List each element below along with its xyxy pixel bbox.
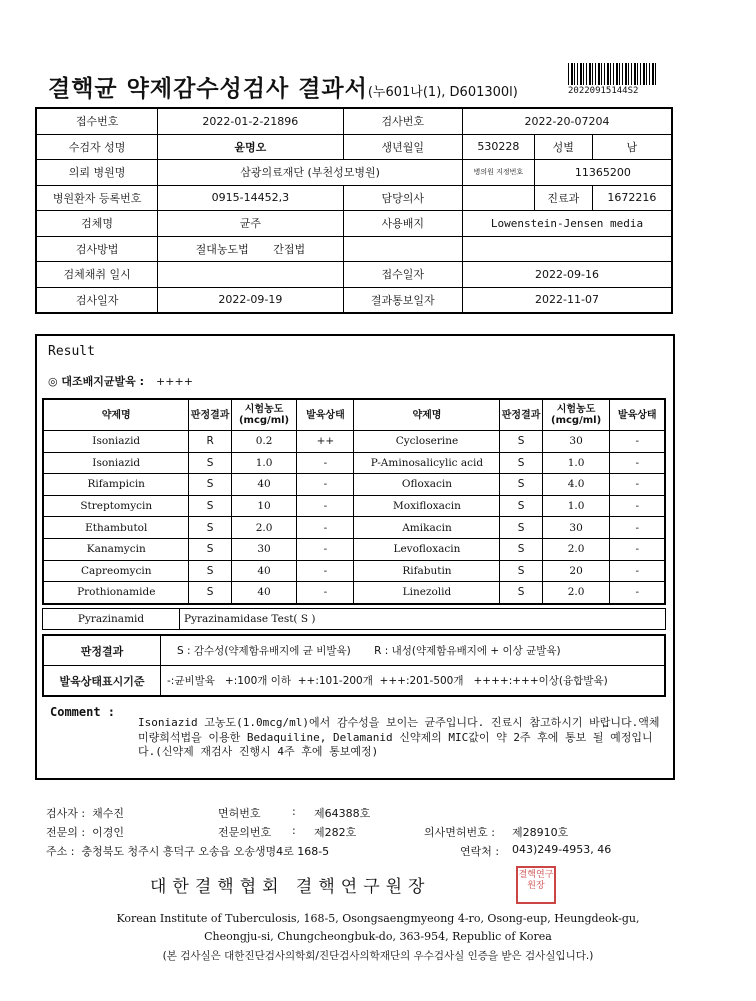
accreditation-note: (본 검사실은 대한진단검사의학회/진단검사의학재단의 우수검사실 인증을 받은 검사실입니다.) [162,950,594,962]
judge-legend-label: 판정결과 [43,635,161,666]
judge-result: S [189,517,231,539]
receipt-no: 2022-01-2-21896 [158,108,343,134]
growth-status: - [610,538,665,560]
growth-col-left: 발육상태 [297,399,354,431]
contact-label: 연락처 : [460,845,500,858]
sex-value: 남 [592,134,672,160]
drug-name: Linezolid [354,582,500,604]
judge-result: S [189,474,231,496]
document-code: (누601나(1), D601300l) [367,85,518,100]
test-conc: 40 [231,582,297,604]
test-conc: 10 [231,495,297,517]
growth-status: - [610,560,665,582]
english-address-1: Korean Institute of Tuberculosis, 168-5, Osongsaengmyeong 4-ro, Osong-eup, Heungdeok-gu, [116,912,640,925]
growth-status: - [297,517,354,539]
test-conc: 30 [542,517,610,539]
drug-name: Rifabutin [354,560,500,582]
address-label: 주소 : [46,845,75,858]
tester-line [46,805,371,821]
growth-status: - [297,474,354,496]
specialist-line [46,824,686,840]
license-no: 제64388호 [314,807,371,820]
test-conc: 30 [231,538,297,560]
method-blank [343,236,462,262]
judge-result: S [500,538,542,560]
drug-name: Capreomycin [43,560,189,582]
specialist-name: 이경인 [92,826,124,839]
growth-status: - [297,582,354,604]
conc-col-left: 시험농도(mcg/ml) [231,399,297,431]
doctor-license: 제28910호 [512,826,569,839]
english-address-2: Cheongju-si, Chungcheongbuk-do, 363-954, Republic of Korea [204,930,552,943]
license-sep: : [292,805,296,818]
test-date-label: 검사일자 [36,287,158,313]
dept-label: 진료과 [534,185,592,211]
growth-col-right: 발육상태 [610,399,665,431]
growth-legend: -:균비발육 +:100개 이하 ++:101-200개 +++:201-500개 ++++:+++이상(융합발육) [161,666,666,697]
doctor-license-label: 의사면허번호 : [424,826,495,839]
judge-result: S [189,582,231,604]
test-conc: 20 [542,560,610,582]
judge-result: S [500,517,542,539]
test-conc: 1.0 [542,495,610,517]
test-conc: 40 [231,560,297,582]
pyrazinamide-table [42,608,666,630]
growth-status: - [610,452,665,474]
comment-label: Comment : [50,705,116,719]
test-conc: 2.0 [542,538,610,560]
tester-name: 채수진 [92,807,124,820]
organization-name: 대한결핵협회 결핵연구원장 [150,877,431,897]
table-row [43,474,665,496]
patient-name-label: 수검자 성명 [36,134,158,160]
test-conc: 30 [542,431,610,453]
growth-status: - [610,517,665,539]
spec-no-label: 전문의번호 [218,826,272,839]
growth-legend-label: 발육상태표시기준 [43,666,161,697]
judge-col-right: 판정결과 [500,399,542,431]
judge-result: S [500,582,542,604]
dept-value: 1672216 [592,185,672,211]
control-growth [48,373,193,389]
report-date: 2022-11-07 [462,287,672,313]
judge-result: S [500,452,542,474]
drug-name: Kanamycin [43,538,189,560]
judge-result: S [189,560,231,582]
method-label: 검사방법 [36,236,158,262]
growth-status: ++ [297,431,354,453]
growth-status: - [297,560,354,582]
address-value: 충청북도 청주시 흥덕구 오송읍 오송생명4로 168-5 [81,845,330,858]
collect-date-label: 검체채취 일시 [36,262,158,288]
test-date: 2022-09-19 [158,287,343,313]
growth-status: - [610,474,665,496]
drug-col-name-left: 약제명 [43,399,189,431]
patient-info-table [35,107,673,314]
method-blank-2 [462,236,672,262]
judge-s: S : 감수성(약제함유배지에 균 비발육) [177,645,351,657]
result-heading: Result [48,344,95,359]
judge-legend [161,635,666,666]
drug-name: Moxifloxacin [354,495,500,517]
specimen-value: 균주 [158,211,343,237]
barcode-number: 20220915144S2 [568,86,639,96]
judge-result: R [189,431,231,453]
table-row [43,582,665,604]
judge-result: S [500,431,542,453]
drug-name: Amikacin [354,517,500,539]
table-row [43,560,665,582]
growth-status: - [610,582,665,604]
method-1: 절대농도법 [195,242,249,256]
table-row [43,538,665,560]
control-growth-value: ++++ [156,375,193,388]
birth-value: 530228 [462,134,534,160]
test-conc: 0.2 [231,431,297,453]
tester-label: 검사자 : [46,807,86,820]
receive-date: 2022-09-16 [462,262,672,288]
growth-status: - [297,452,354,474]
drug-name: Isoniazid [43,431,189,453]
sex-label: 성별 [534,134,592,160]
drug-name: Cycloserine [354,431,500,453]
barcode-image [568,63,656,85]
judge-result: S [500,474,542,496]
table-row [43,517,665,539]
spec-no-sep: : [292,824,296,837]
drug-name: Ofloxacin [354,474,500,496]
test-conc: 2.0 [231,517,297,539]
inst-code: 11365200 [534,160,672,186]
drug-name: Prothionamide [43,582,189,604]
test-conc: 4.0 [542,474,610,496]
drug-susceptibility-table [42,398,666,605]
drug-name: Rifampicin [43,474,189,496]
drug-name: Ethambutol [43,517,189,539]
conc-col-right: 시험농도(mcg/ml) [542,399,610,431]
receive-date-label: 접수일자 [343,262,462,288]
medium-value: Lowenstein-Jensen media [462,211,672,237]
judge-result: S [500,560,542,582]
address-line [46,843,686,859]
report-date-label: 결과통보일자 [343,287,462,313]
patient-reg-label: 병원환자 등록번호 [36,185,158,211]
birth-label: 생년월일 [343,134,462,160]
judge-r: R : 내성(약제함유배지에 + 이상 균발육) [374,645,561,657]
drug-name: P-Aminosalicylic acid [354,452,500,474]
specimen-label: 검체명 [36,211,158,237]
table-row [43,495,665,517]
test-no-label: 검사번호 [343,108,462,134]
inst-code-label: 병의원 지정번호 [462,160,534,186]
comment-text: Isoniazid 고농도(1.0mcg/ml)에서 감수성을 보이는 균주입니다. 진료시 참고하시기 바랍니다.액체미량희석법을 이용한 Bedaquiline, Delamanid 신약제의 MIC값이 약 2주 후에 통보 될 예정입니다.(신약제 재검사 진행시 4주 후에 통보예정) [138,716,660,758]
collect-date [158,262,343,288]
judge-result: S [500,495,542,517]
pza-name: Pyrazinamid [43,609,180,630]
hospital-name: 삼광의료재단 (부천성모병원) [158,160,463,186]
judge-result: S [189,538,231,560]
doctor-label: 담당의사 [343,185,462,211]
specialist-label: 전문의 : [46,826,86,839]
spec-no: 제282호 [314,826,357,839]
doctor-value [462,185,534,211]
drug-col-name-right: 약제명 [354,399,500,431]
pza-test: Pyrazinamidase Test( S ) [180,609,666,630]
license-label: 면허번호 [218,807,261,820]
test-conc: 1.0 [542,452,610,474]
official-seal: 결핵연구원장 [516,866,556,904]
judge-result: S [189,452,231,474]
receipt-no-label: 접수번호 [36,108,158,134]
table-row [43,431,665,453]
growth-status: - [297,495,354,517]
drug-name: Streptomycin [43,495,189,517]
test-conc: 40 [231,474,297,496]
patient-name: 윤명오 [158,134,343,160]
document-title: 결핵균 약제감수성검사 결과서(누601나(1), D601300l) [48,76,518,102]
legend-table [42,634,666,697]
drug-name: Levofloxacin [354,538,500,560]
control-growth-label: ◎ 대조배지균발육 : [48,375,145,388]
method-value [158,236,343,262]
judge-col-left: 판정결과 [189,399,231,431]
medium-label: 사용배지 [343,211,462,237]
judge-result: S [189,495,231,517]
test-no: 2022-20-07204 [462,108,672,134]
test-conc: 1.0 [231,452,297,474]
method-2: 간접법 [273,242,306,256]
drug-name: Isoniazid [43,452,189,474]
growth-status: - [610,431,665,453]
table-row [43,452,665,474]
patient-reg: 0915-14452,3 [158,185,343,211]
growth-status: - [610,495,665,517]
contact-value: 043)249-4953, 46 [512,843,612,856]
test-conc: 2.0 [542,582,610,604]
growth-status: - [297,538,354,560]
hospital-label: 의뢰 병원명 [36,160,158,186]
